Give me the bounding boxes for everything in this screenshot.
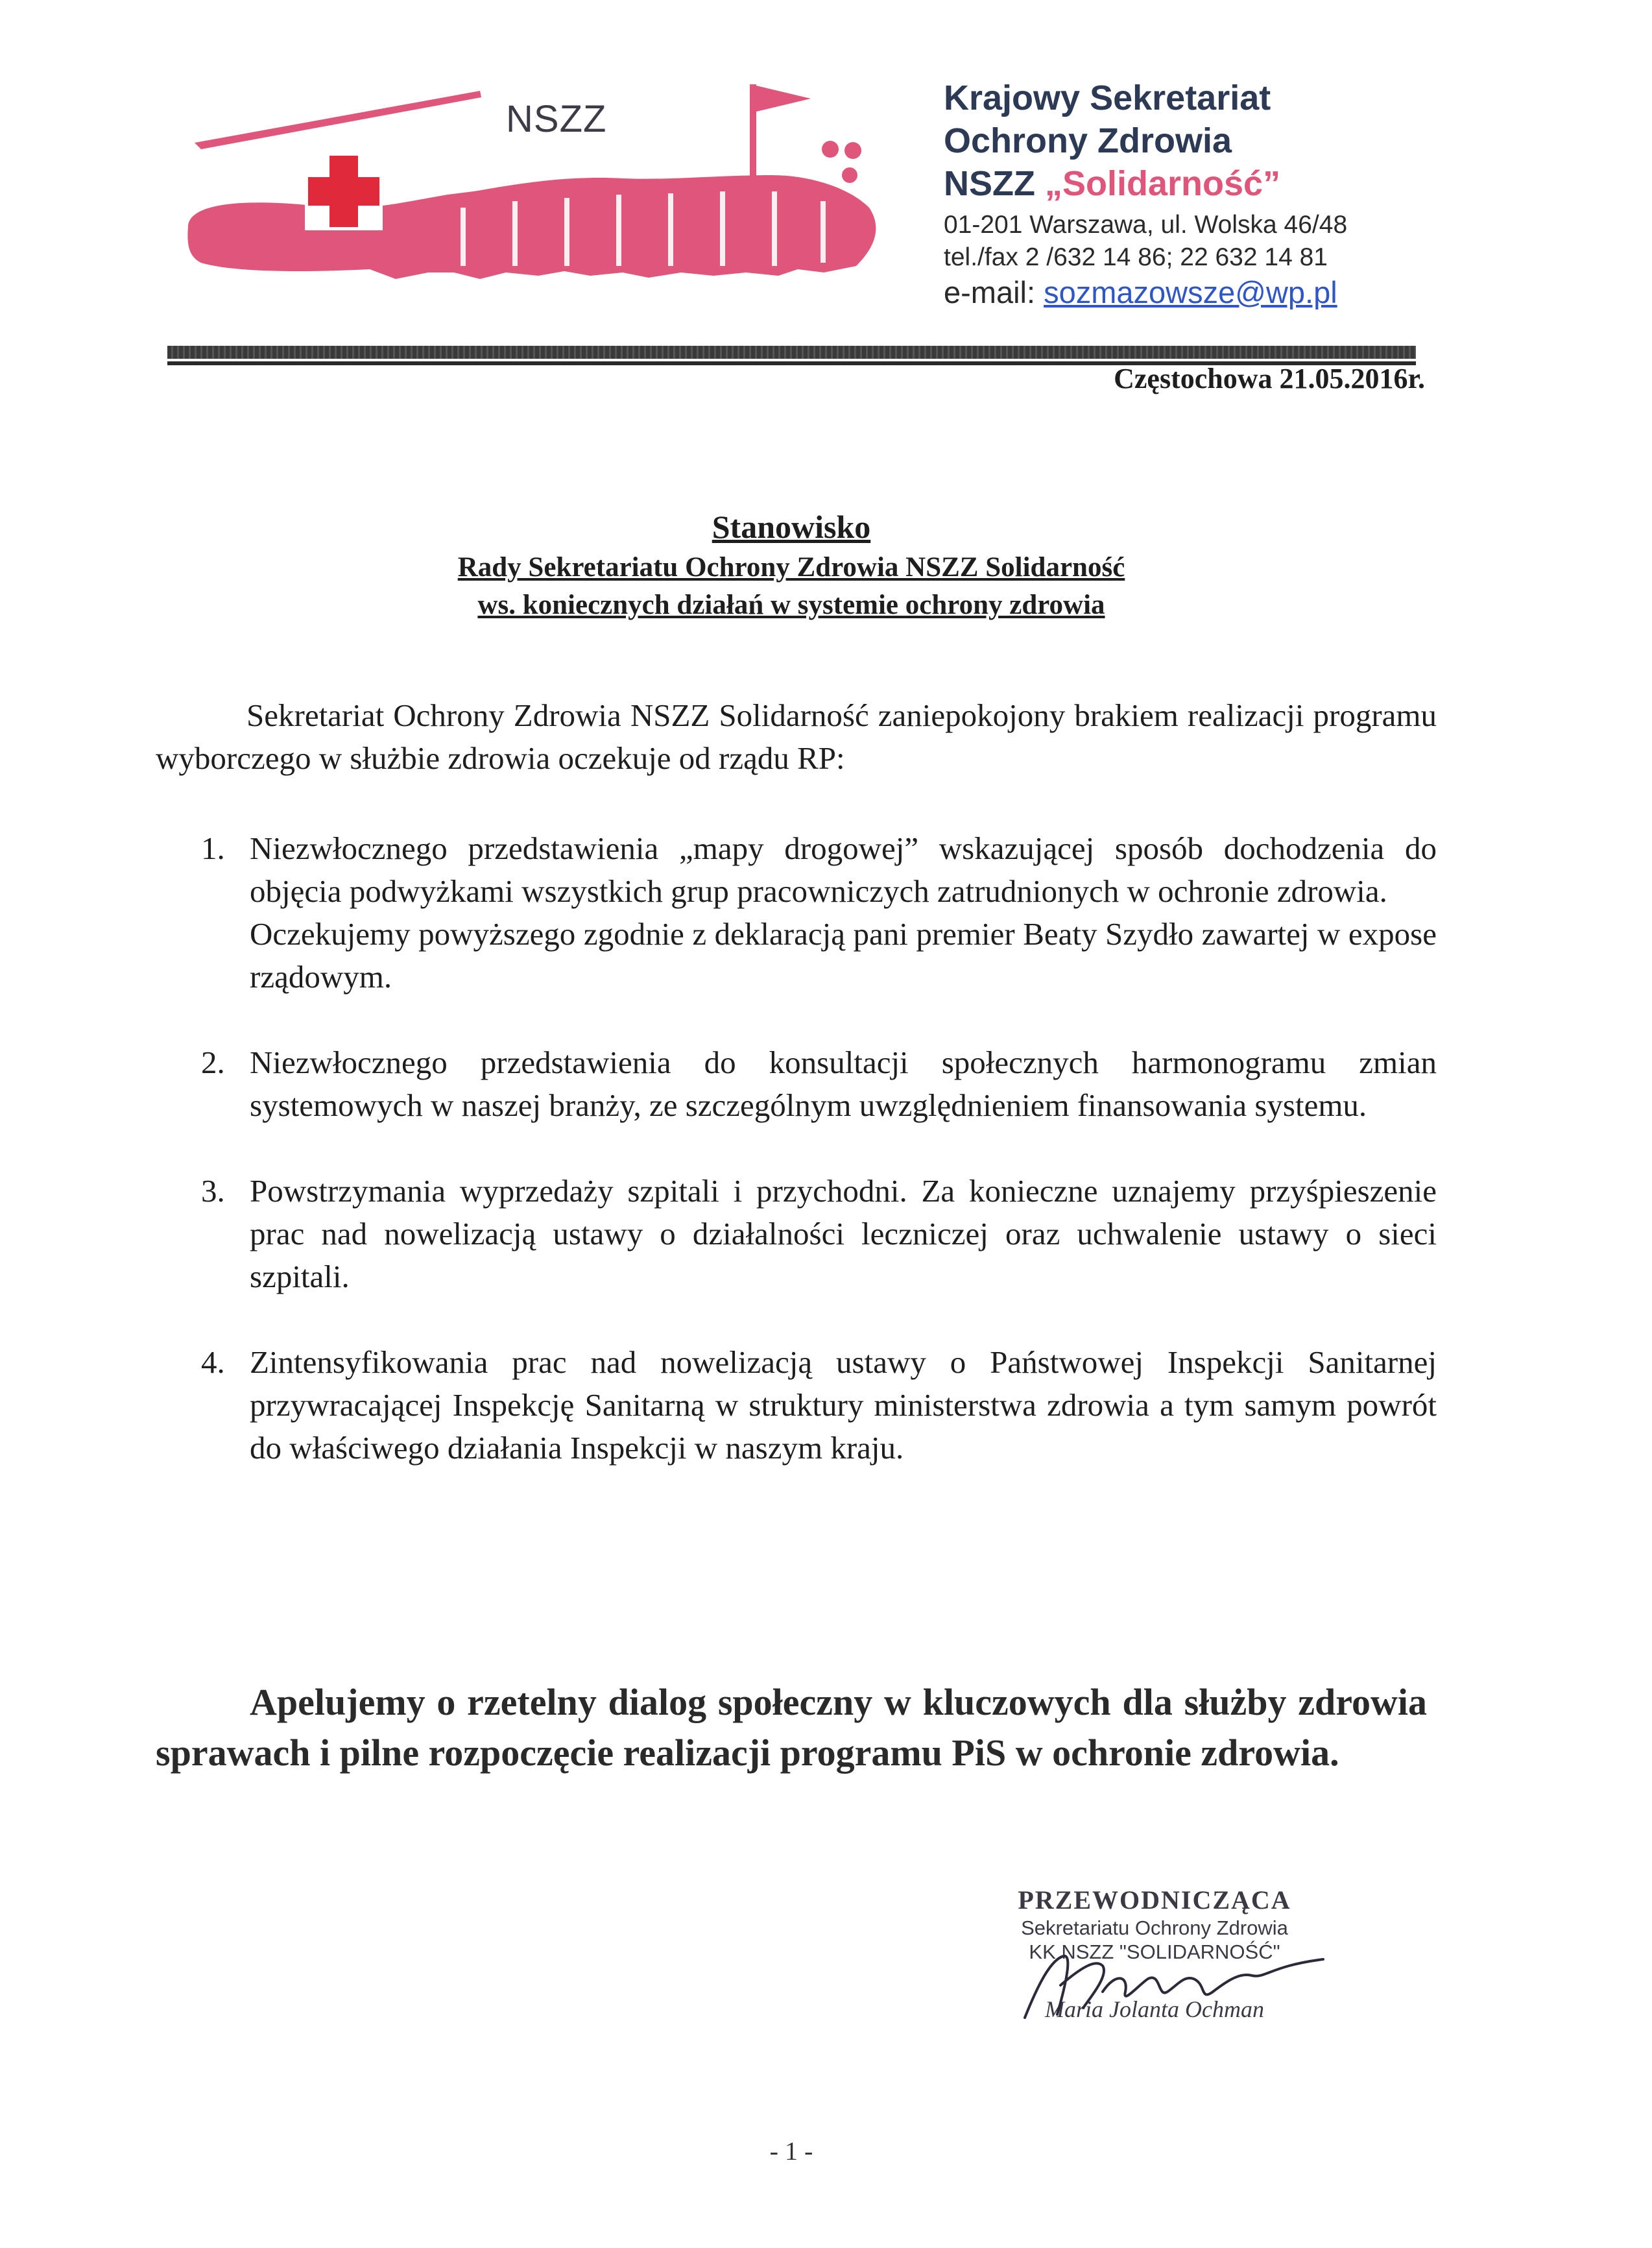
demands-list <box>156 827 1437 1512</box>
email-line <box>944 274 1347 311</box>
document-subtitle-2: ws. koniecznych działań w systemie ochrony zdrowia <box>477 590 1105 620</box>
stamp-title: PRZEWODNICZĄCA <box>1018 1885 1291 1915</box>
org-line3-prefix: NSZZ <box>944 164 1045 203</box>
address: 01-201 Warszawa, ul. Wolska 46/48 <box>944 211 1348 239</box>
stamp-line-2: KK NSZZ "SOLIDARNOŚĆ" <box>1029 1940 1280 1963</box>
red-cross-icon <box>305 152 383 230</box>
list-item-number: 1. <box>201 830 225 866</box>
solidarnosc-logo <box>175 78 889 292</box>
list-item-number: 2. <box>201 1045 225 1080</box>
email-label: e-mail: <box>944 275 1044 309</box>
org-line1: Krajowy Sekretariat <box>944 79 1271 117</box>
phone: tel./fax 2 /632 14 86; 22 632 14 81 <box>944 243 1328 271</box>
list-item-text: Niezwłocznego przedstawienia „mapy drogowej” wskazującej sposób dochodzenia do objęcia podwyżkami wszystkich grup pracowniczych zatrudnionych w ochronie zdrowia. <box>250 830 1437 909</box>
intro-paragraph <box>156 694 1437 780</box>
header-divider-thick <box>167 346 1416 359</box>
closing-appeal: Apelujemy o rzetelny dialog społeczny w kluczowych dla służby zdrowia sprawach i pilne rozpoczęcie realizacji programu PiS w ochronie zdrowia. <box>156 1681 1427 1774</box>
org-line3 <box>944 162 1347 205</box>
org-name-solidarnosc: „Solidarność” <box>1045 164 1281 203</box>
flag <box>756 86 811 112</box>
list-item-text: Niezwłocznego przedstawienia do konsultacji społecznych harmonogramu zmian systemowych w naszej branży, ze szczególnym uwzględnieniem finansowania systemu. <box>250 1045 1437 1123</box>
handwritten-signature <box>1012 1946 1336 2024</box>
email-link[interactable]: sozmazowsze@wp.pl <box>1044 275 1337 309</box>
list-item <box>156 827 1437 998</box>
page-number: - 1 - <box>769 2136 813 2166</box>
list-item <box>156 1170 1437 1298</box>
letterhead-contact <box>944 77 1347 311</box>
document-title: Stanowisko <box>712 509 871 545</box>
list-item-number: 3. <box>201 1173 225 1209</box>
list-item <box>156 1341 1437 1469</box>
place-date: Częstochowa 21.05.2016r. <box>1114 363 1425 394</box>
document-subtitle-1: Rady Sekretariatu Ochrony Zdrowia NSZZ Solidarność <box>457 552 1125 583</box>
list-item-number: 4. <box>201 1344 225 1380</box>
list-item-text: Powstrzymania wyprzedaży szpitali i przychodni. Za konieczne uznajemy przyśpieszenie prac nad nowelizacją ustawy o działalności leczniczej oraz uchwalenie ustawy o sieci szpitali. <box>250 1173 1437 1294</box>
intro-text: Sekretariat Ochrony Zdrowia NSZZ Solidarność zaniepokojony brakiem realizacji programu wyborczego w służbie zdrowia oczekuje od rządu RP: <box>156 697 1437 776</box>
signatory-name: Maria Jolanta Ochman <box>1045 1996 1264 2022</box>
flag-stripe <box>195 91 481 149</box>
list-item <box>156 1041 1437 1127</box>
stamp-line-1: Sekretariatu Ochrony Zdrowia <box>1021 1916 1288 1939</box>
list-item-text-continued: Oczekujemy powyższego zgodnie z deklaracją pani premier Beaty Szydło zawartej w expose rządowym. <box>250 916 1437 995</box>
list-item-text: Zintensyfikowania prac nad nowelizacją ustawy o Państwowej Inspekcji Sanitarnej przywracającej Inspekcję Sanitarną w struktury ministerstwa zdrowia a tym samym powrót do właściwego działania Inspekcji w naszym kraju. <box>250 1344 1437 1466</box>
logo-nszz-text: NSZZ <box>506 98 607 140</box>
org-line2: Ochrony Zdrowia <box>944 121 1232 160</box>
